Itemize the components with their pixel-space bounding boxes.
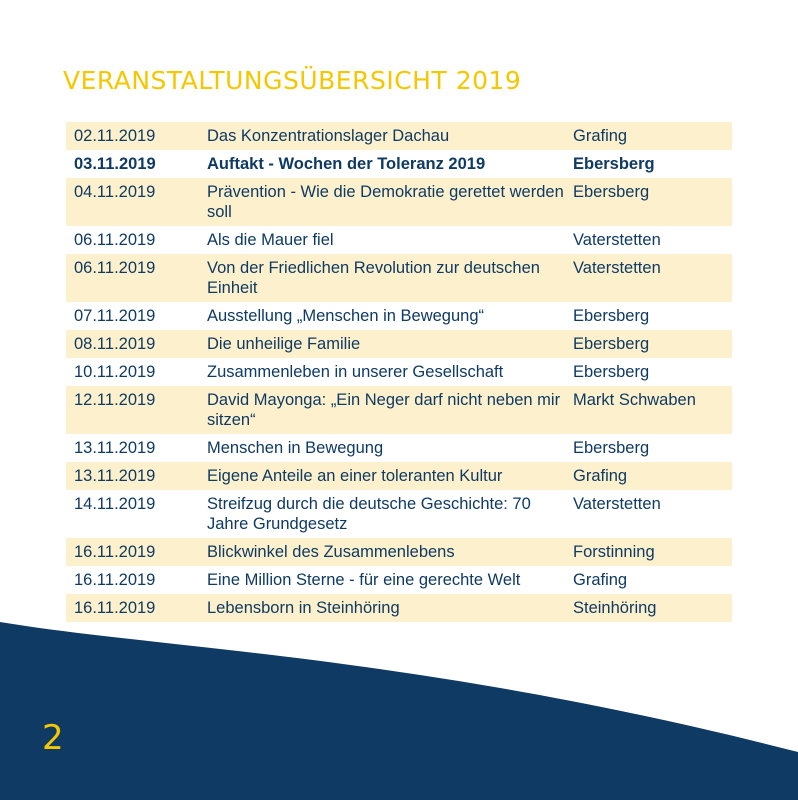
table-row	[66, 226, 732, 254]
event-title: Als die Mauer fiel	[207, 231, 334, 249]
event-place: Grafing	[573, 462, 732, 490]
event-title: Ausstellung „Menschen in Bewegung“	[207, 307, 484, 325]
table-row	[66, 490, 732, 538]
event-date: 07.11.2019	[74, 307, 156, 325]
table-row	[66, 434, 732, 462]
event-title: Die unheilige Familie	[207, 330, 573, 358]
event-place: Markt Schwaben	[573, 386, 732, 434]
event-date: 02.11.2019	[66, 122, 207, 150]
table-row	[66, 178, 732, 226]
page-title: VERANSTALTUNGSÜBERSICHT 2019	[63, 66, 522, 95]
event-place: Ebersberg	[573, 155, 655, 173]
event-date: 16.11.2019	[74, 571, 156, 589]
event-place: Vaterstetten	[573, 254, 732, 302]
event-title: Das Konzentrationslager Dachau	[207, 122, 573, 150]
table-row-highlighted	[66, 150, 732, 178]
event-title: Von der Friedlichen Revolution zur deutschen Einheit	[207, 254, 573, 302]
event-title: Eigene Anteile an einer toleranten Kultur	[207, 462, 573, 490]
event-title: Prävention - Wie die Demokratie gerettet werden soll	[207, 178, 573, 226]
event-date: 13.11.2019	[74, 439, 156, 457]
event-date: 13.11.2019	[66, 462, 207, 490]
event-date: 06.11.2019	[74, 231, 156, 249]
event-date: 16.11.2019	[66, 594, 207, 622]
event-schedule-table	[66, 122, 732, 622]
event-place: Ebersberg	[573, 307, 650, 325]
event-place: Ebersberg	[573, 363, 650, 381]
event-date: 03.11.2019	[74, 155, 156, 173]
event-place: Vaterstetten	[573, 231, 661, 249]
event-place: Ebersberg	[573, 330, 732, 358]
event-title: Blickwinkel des Zusammenlebens	[207, 538, 573, 566]
event-date: 14.11.2019	[74, 495, 156, 513]
table-row	[66, 358, 732, 386]
event-place: Ebersberg	[573, 439, 650, 457]
table-row	[66, 330, 732, 358]
event-title: Auftakt - Wochen der Toleranz 2019	[207, 155, 486, 173]
event-place: Grafing	[573, 571, 628, 589]
table-row	[66, 302, 732, 330]
event-date: 06.11.2019	[66, 254, 207, 302]
table-row	[66, 386, 732, 434]
table-row	[66, 254, 732, 302]
event-place: Forstinning	[573, 538, 732, 566]
table-row	[66, 462, 732, 490]
event-date: 16.11.2019	[66, 538, 207, 566]
event-place: Ebersberg	[573, 178, 732, 226]
event-date: 08.11.2019	[66, 330, 207, 358]
event-date: 04.11.2019	[66, 178, 207, 226]
table-row	[66, 594, 732, 622]
event-title: Zusammenleben in unserer Gesellschaft	[207, 363, 504, 381]
table-row	[66, 566, 732, 594]
table-row	[66, 122, 732, 150]
event-title: Lebensborn in Steinhöring	[207, 594, 573, 622]
event-title: Menschen in Bewegung	[207, 439, 384, 457]
event-place: Steinhöring	[573, 594, 732, 622]
event-place: Vaterstetten	[573, 495, 661, 513]
event-date: 10.11.2019	[74, 363, 156, 381]
event-title: Eine Million Sterne - für eine gerechte Welt	[207, 571, 521, 589]
event-title: Streifzug durch die deutsche Geschichte: 70 Jahre Grundgesetz	[207, 495, 531, 533]
page-number: 2	[42, 718, 64, 758]
table-row	[66, 538, 732, 566]
event-title: David Mayonga: „Ein Neger darf nicht neben mir sitzen“	[207, 386, 573, 434]
event-date: 12.11.2019	[66, 386, 207, 434]
event-place: Grafing	[573, 122, 732, 150]
